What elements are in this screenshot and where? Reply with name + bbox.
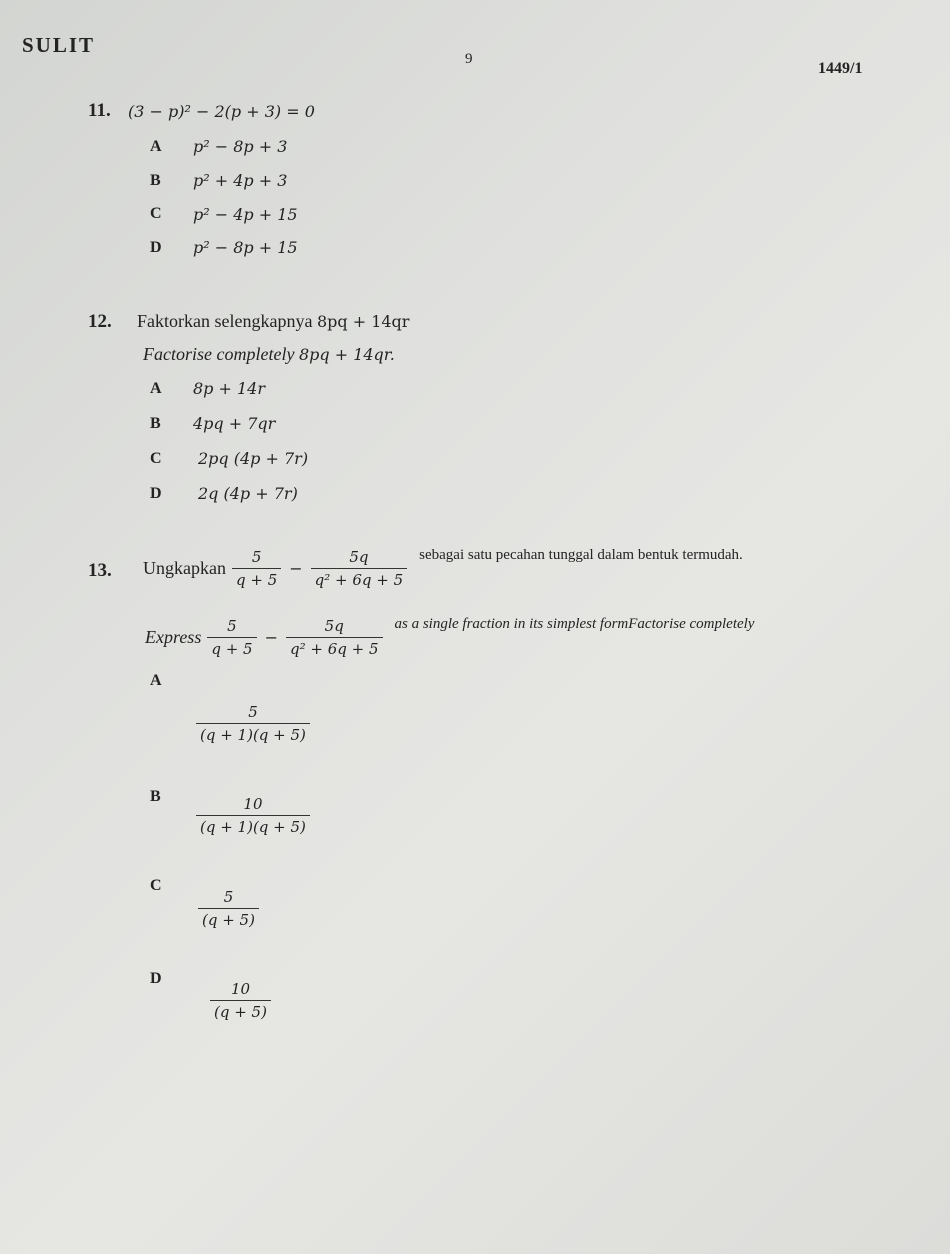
q12-english-expression: 8pq + 14qr.	[298, 345, 395, 364]
q11-option-a: p² − 8p + 3	[193, 137, 288, 156]
q13-english-fraction-2	[286, 617, 383, 658]
question-12-number: 12.	[88, 311, 112, 332]
minus-sign: −	[289, 559, 303, 578]
q13-malay-text: Ungkapkan	[143, 558, 226, 578]
q13-malay-suffix: sebagai satu pecahan tunggal dalam bentuk termudah.	[419, 547, 743, 563]
q13-option-b	[196, 795, 310, 836]
q13-option-d-letter: D	[150, 970, 162, 987]
q12-option-c-letter: C	[150, 450, 162, 467]
header-paper-code: 1449/1	[818, 60, 863, 77]
fraction-denominator: (q + 5)	[210, 1000, 271, 1021]
q11-option-b: p² + 4p + 3	[193, 171, 288, 190]
q13-english-fraction-1	[207, 617, 256, 658]
question-13-malay-prompt	[143, 548, 743, 589]
q11-option-c: p² − 4p + 15	[193, 205, 298, 224]
header-confidential-label: SULIT	[22, 33, 96, 57]
q12-malay-text: Faktorkan selengkapnya	[137, 311, 313, 331]
fraction-numerator: 5q	[349, 548, 369, 566]
q12-english-text: Factorise completely	[143, 344, 295, 364]
q13-option-c	[198, 888, 259, 929]
fraction-numerator: 10	[230, 980, 251, 998]
q13-option-a-letter: A	[150, 672, 162, 689]
fraction-denominator: q + 5	[207, 637, 256, 658]
question-12-english-prompt	[143, 344, 395, 365]
header-page-number: 9	[465, 51, 473, 67]
question-11-number: 11.	[88, 100, 111, 121]
q11-option-b-letter: B	[150, 172, 161, 189]
fraction-numerator: 5	[248, 703, 258, 721]
fraction-numerator: 5	[227, 617, 237, 635]
q12-option-b: 4pq + 7qr	[193, 414, 276, 433]
q13-malay-fraction-1	[232, 548, 281, 589]
question-13-number: 13.	[88, 560, 112, 581]
q13-english-text: Express	[145, 627, 202, 647]
fraction-denominator: (q + 5)	[198, 908, 259, 929]
fraction-numerator: 5q	[324, 617, 344, 635]
q12-option-a: 8p + 14r	[193, 379, 266, 398]
q11-option-d: p² − 8p + 15	[193, 238, 298, 257]
q13-malay-fraction-2	[311, 548, 408, 589]
question-11-equation: (3 − p)² − 2(p + 3) = 0	[128, 102, 315, 121]
q11-option-a-letter: A	[150, 138, 162, 155]
q13-option-b-letter: B	[150, 788, 161, 805]
question-13-english-prompt	[145, 617, 754, 658]
q12-option-b-letter: B	[150, 415, 161, 432]
q13-option-c-letter: C	[150, 877, 162, 894]
q12-option-d-letter: D	[150, 485, 162, 502]
fraction-denominator: (q + 1)(q + 5)	[196, 723, 310, 744]
fraction-numerator: 10	[243, 795, 263, 813]
q13-option-d	[210, 980, 271, 1021]
q13-english-suffix: as a single fraction in its simplest formFactorise completely	[394, 616, 755, 632]
q12-option-a-letter: A	[150, 380, 162, 397]
fraction-denominator: (q + 1)(q + 5)	[196, 815, 310, 836]
fraction-numerator: 5	[251, 548, 262, 566]
q11-option-d-letter: D	[150, 239, 162, 256]
q13-option-a	[196, 703, 310, 744]
q12-option-d: 2q (4p + 7r)	[198, 484, 298, 503]
q12-option-c: 2pq (4p + 7r)	[198, 449, 309, 468]
fraction-denominator: q² + 6q + 5	[286, 637, 383, 658]
fraction-numerator: 5	[223, 888, 234, 906]
fraction-denominator: q² + 6q + 5	[311, 568, 408, 589]
q12-malay-expression: 8pq + 14qr	[316, 312, 410, 331]
question-12-malay-prompt	[137, 311, 409, 332]
q11-option-c-letter: C	[150, 205, 162, 222]
fraction-denominator: q + 5	[232, 568, 281, 589]
minus-sign: −	[264, 628, 278, 647]
